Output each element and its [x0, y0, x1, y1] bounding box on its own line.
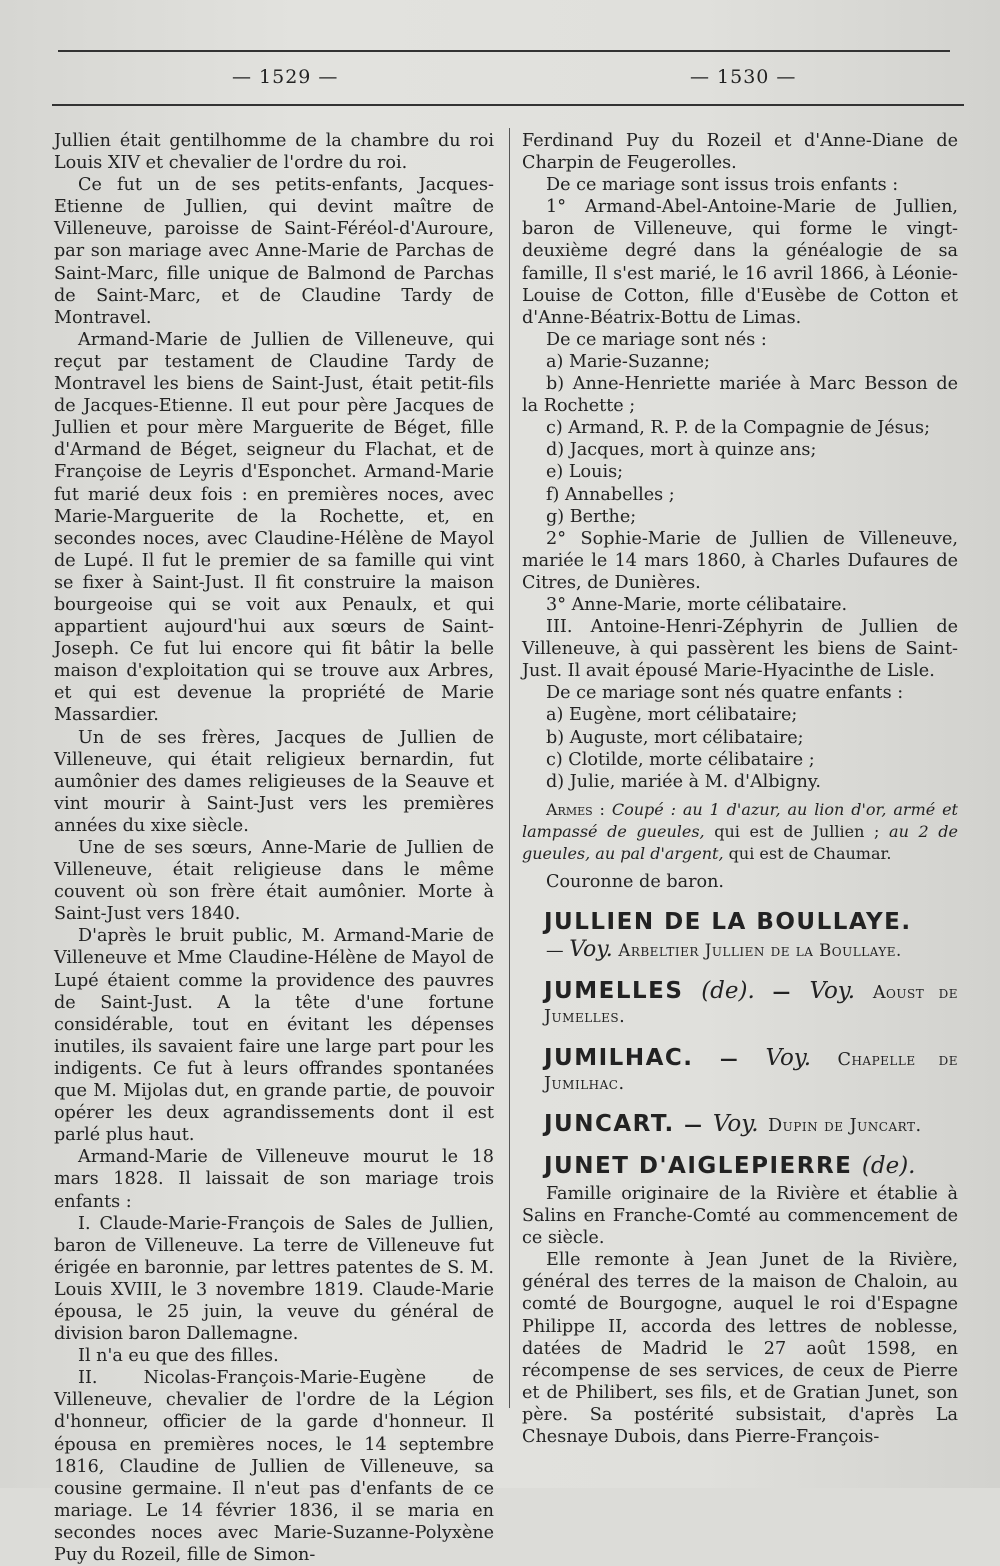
right-paragraph: De ce mariage sont issus trois enfants :	[546, 175, 899, 196]
left-paragraph: II. Nicolas-François-Marie-Eugène de Villeneuve, chevalier de l'ordre de la Légion d'honneur, officier de la garde d'honneur. Il épousa en premières noces, le 14 septembre 1816, Claudine de Jullien de Villeneuve, sa cousine germaine. Il n'eut pas d'enfants de ce mariage. Le 14 février 1836, il se maria en secondes noces avec Marie-Suzanne-Polyxène Puy du Rozeil, fille de Simon-	[54, 1368, 494, 1565]
entry-ref: Dupin de Juncart.	[768, 1115, 922, 1136]
left-page-number: — 1529 —	[232, 66, 339, 88]
entry	[522, 980, 958, 1028]
child-item: g) Berthe;	[546, 506, 637, 527]
right-paragraph: 2° Sophie-Marie de Jullien de Villeneuve, mariée le 14 mars 1860, à Charles Dufaures de Citres, de Dunières.	[522, 528, 958, 593]
child-item: b) Auguste, mort célibataire;	[546, 727, 804, 748]
left-column	[54, 130, 494, 1566]
entry-particle: (de).	[861, 1152, 916, 1179]
left-paragraph: Armand-Marie de Villeneuve mourut le 18 mars 1828. Il laissait de son mariage trois enfants :	[54, 1147, 494, 1212]
child-item: a) Marie-Suzanne;	[546, 351, 710, 372]
right-page-number: — 1530 —	[690, 66, 797, 88]
child-item: a) Eugène, mort célibataire;	[546, 705, 798, 726]
entry-voy: Voy.	[712, 1110, 759, 1137]
entry-title: JUMILHAC.	[544, 1044, 694, 1071]
column-divider	[509, 128, 510, 1408]
right-paragraph: 1° Armand-Abel-Antoine-Marie de Jullien, baron de Villeneuve, qui forme le vingt-deuxième degré dans la généalogie de sa famille, Il s'est marié, le 16 avril 1866, à Léonie-Louise de Cotton, fille d'Eusèbe de Cotton et d'Anne-Béatrix-Bottu de Limas.	[522, 197, 958, 328]
left-paragraph: Un de ses frères, Jacques de Jullien de Villeneuve, qui était religieux bernardin, fut aumônier des dames religieuses de la Seauve et vint mourir à Saint-Just vers les premières années du xixe siècle.	[54, 727, 494, 836]
armes-plain-1: qui est de Jullien ;	[704, 821, 890, 841]
right-paragraph: 3° Anne-Marie, morte célibataire.	[546, 594, 848, 615]
couronne-line: Couronne de baron.	[546, 872, 724, 893]
entry-junet	[522, 1152, 958, 1448]
left-paragraph: Il n'a eu que des filles.	[78, 1346, 279, 1367]
entry-ref: Aoust de Jumelles.	[544, 983, 958, 1028]
entry-heading	[544, 1044, 958, 1095]
child-item: d) Jacques, mort à quinze ans;	[546, 440, 817, 461]
child-item: c) Armand, R. P. de la Compagnie de Jésus;	[546, 418, 931, 439]
right-paragraph: De ce mariage sont nés :	[546, 329, 767, 350]
left-paragraph: Une de ses sœurs, Anne-Marie de Jullien de Villeneuve, était religieuse dans le même couvent où son frère était aumônier. Morte à Saint-Just vers 1840.	[54, 838, 494, 925]
header-rule	[52, 104, 964, 106]
child-item: e) Louis;	[546, 462, 624, 483]
right-paragraph: Elle remonte à Jean Junet de la Rivière, général des terres de la maison de Chaloin, au comté de Bourgogne, auquel le roi d'Espagne Philippe II, accorda des lettres de noblesse, datées de Madrid le 27 août 1598, en récompense de ses services, de ceux de Pierre et de Philibert, ses fils, et de Gratian Junet, son père. Sa postérité subsistait, d'après La Chesnaye Dubois, dans Pierre-François-	[522, 1250, 958, 1447]
right-paragraph: Ferdinand Puy du Rozeil et d'Anne-Diane de Charpin de Feugerolles.	[522, 131, 958, 174]
left-paragraph: Jullien était gentilhomme de la chambre du roi Louis XIV et chevalier de l'ordre du roi.	[54, 131, 494, 174]
entry-title: JUNET D'AIGLEPIERRE	[544, 1152, 853, 1179]
entry-dash: —	[684, 1115, 704, 1136]
entry-particle: (de).	[701, 978, 755, 1005]
armes-italic-2: au 2 de gueules, au pal d'argent,	[522, 821, 959, 863]
entry-title: JULLIEN DE LA BOULLAYE.	[544, 909, 912, 936]
entry	[522, 911, 958, 962]
entry-reference	[522, 939, 958, 962]
entry-heading	[544, 980, 958, 1028]
entry-voy: Voy.	[569, 937, 613, 963]
child-item: d) Julie, mariée à M. d'Albigny.	[546, 771, 821, 792]
entry	[522, 1044, 958, 1095]
child-item: b) Anne-Henriette mariée à Marc Besson de la Rochette ;	[522, 374, 958, 417]
right-paragraph: III. Antoine-Henri-Zéphyrin de Jullien de Villeneuve, à qui passèrent les biens de Saint-Just. Il avait épousé Marie-Hyacinthe de Lisle.	[522, 617, 958, 682]
left-paragraph: Armand-Marie de Jullien de Villeneuve, qui reçut par testament de Claudine Tardy de Montravel les biens de Saint-Just, était petit-fils de Jacques-Etienne. Il eut pour père Jacques de Jullien et pour mère Marguerite de Béget, fille d'Armand de Béget, seigneur du Flachat, et de Françoise de Leyris d'Esponchet. Armand-Marie fut marié deux fois : en premières noces, avec Marie-Marguerite de la Rochette, et, en secondes noces, avec Claudine-Hélène de Mayol de Lupé. Il fut le premier de sa famille qui vint se fixer à Saint-Just. Il fit construire la maison bourgeoise qui se voit aux Penaulx, et qui appartient aujourd'hui aux sœurs de Saint-Joseph. Ce fut lui encore qui fit bâtir la belle maison d'exploitation qui se trouve aux Arbres, et qui est devenue la propriété de Marie Massardier.	[54, 329, 494, 726]
child-item: c) Clotilde, morte célibataire ;	[546, 749, 815, 770]
entry-voy: Voy.	[765, 1044, 812, 1071]
left-paragraph: I. Claude-Marie-François de Sales de Jullien, baron de Villeneuve. La terre de Villeneuve fut érigée en baronnie, par lettres patentes de S. M. Louis XVIII, le 3 novembre 1819. Claude-Marie épousa, le 25 juin, la veuve du général de division baron Dallemagne.	[54, 1213, 494, 1345]
left-paragraph: D'après le bruit public, M. Armand-Marie de Villeneuve et Mme Claudine-Hélène de Mayol de Lupé étaient comme la providence des pauvres de Saint-Just. A la tête d'une fortune considérable, tout en évitant les dépenses inutiles, ils savaient faire une large part pour les indigents. Ce fut à leurs offrandes spontanées que M. Mijolas dut, en grande partie, de pouvoir opérer les deux agrandissements dont il est parlé plus haut.	[54, 926, 494, 1146]
child-item: f) Annabelles ;	[546, 484, 675, 505]
right-column	[522, 130, 958, 1448]
top-rule	[58, 50, 950, 52]
entry-voy: Voy.	[809, 978, 856, 1005]
armes-plain-2: qui est de Chaumar.	[723, 844, 892, 863]
entry-ref: Arbeltier Jullien de la Boullaye.	[618, 941, 902, 961]
entry-title: JUNCART.	[544, 1110, 675, 1137]
left-paragraph: Ce fut un de ses petits-enfants, Jacques-Etienne de Jullien, qui devint maître de Villeneuve, paroisse de Saint-Féréol-d'Auroure, par son mariage avec Anne-Marie de Parchas de Saint-Marc, fille unique de Balmond de Parchas de Saint-Marc, et de Claudine Tardy de Montravel.	[54, 175, 494, 328]
entry-dash: —	[719, 1049, 740, 1070]
entry-heading	[544, 1110, 958, 1137]
right-paragraph: De ce mariage sont nés quatre enfants :	[546, 683, 904, 704]
entry-title: JUMELLES	[544, 978, 684, 1005]
right-paragraph: Famille originaire de la Rivière et établie à Salins en Franche-Comté au commencement de ce siècle.	[522, 1183, 958, 1249]
entry-ref: Chapelle de Jumilhac.	[544, 1049, 958, 1094]
entry-heading	[544, 1152, 958, 1179]
entry-dash: —	[546, 941, 564, 962]
armes-italic-1: Coupé : au 1 d'azur, au lion d'or, armé et lampassé de gueules,	[522, 799, 958, 841]
entry-dash: —	[772, 983, 792, 1004]
armes-blazon	[522, 799, 958, 865]
armes-label: Armes :	[546, 799, 605, 819]
entry	[522, 1110, 958, 1137]
